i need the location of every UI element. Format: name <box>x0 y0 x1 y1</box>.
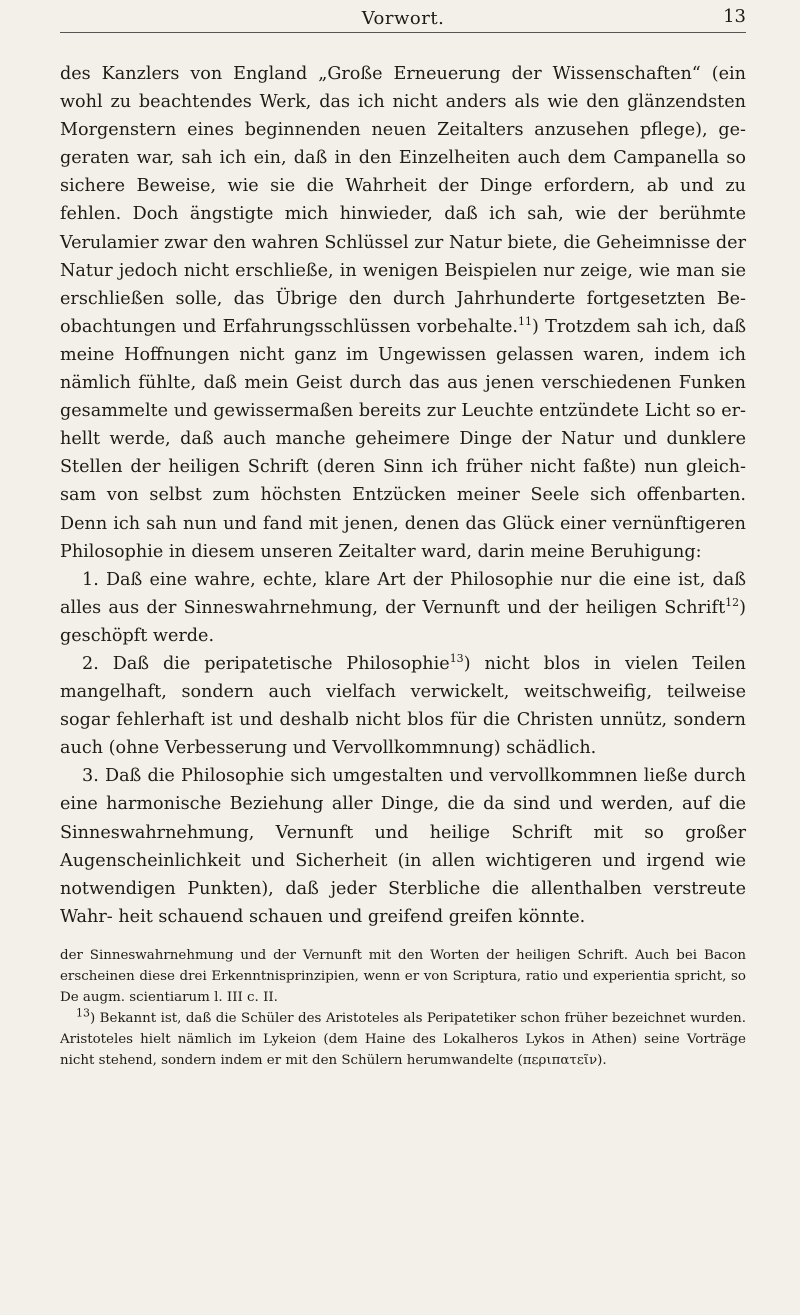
footnote-ref-11: 11 <box>517 314 532 328</box>
text-line: nämlich fühlte, daß mein Geist durch das aus jenen verschiedenen Funken <box>60 373 746 394</box>
footnote-13 <box>60 1008 746 1071</box>
footnotes <box>60 945 746 1071</box>
text-line: bezeichnet wurden. Aristoteles hielt nämlich im Lykeion (dem Haine des Lokalheros <box>60 1010 746 1047</box>
text-line: Stellen der heiligen Schrift (deren Sinn ich früher nicht faßte) nun gleich- <box>60 457 746 478</box>
footnote-label-13: 13 <box>76 1006 90 1020</box>
text-line: herumwandelte (περιπατεῖν). <box>406 1052 607 1068</box>
text-line: der Natur jedoch nicht erschließe, in wenigen Beispielen nur zeige, wie man <box>60 232 746 281</box>
text-line: auf die Sinneswahrnehmung, Vernunft und heilige Schrift mit so großer <box>60 794 747 843</box>
page-number: 13 <box>723 6 746 27</box>
running-head: Vorwort. <box>361 8 445 29</box>
text-line: durch eine harmonische Beziehung aller Dinge, die da sind und werden, <box>60 766 746 815</box>
footnote-continuation <box>60 945 746 1008</box>
text-line: Lykos in Athen) seine Vorträge nicht stehend, sondern indem er mit den Schülern <box>60 1031 746 1068</box>
text-line: mangelhaft, sondern auch vielfach verwickelt, weitschweifig, teilweise sogar <box>60 682 746 731</box>
text-line: sam von selbst zum höchsten Entzücken meiner Seele sich offenbarten. <box>60 485 746 506</box>
text-line: (ohne Verbesserung und Vervollkommnung) schädlich. <box>108 738 597 759</box>
text-line: wohl zu beachtendes Werk, das ich nicht anders als wie den glänzendsten <box>60 92 746 113</box>
text-line: Denn ich sah nun und fand mit jenen, denen das Glück einer vernünftigeren <box>60 513 746 534</box>
text-line: 3. Daß die Philosophie sich umgestalten und vervollkommnen ließe <box>82 766 688 787</box>
list-item-2 <box>60 650 746 762</box>
text-line: 1. Daß eine wahre, echte, klare Art der Philosophie nur die eine <box>82 569 671 590</box>
list-item-3 <box>60 762 746 931</box>
text-line: 2. Daß die peripatetische Philosophie <box>82 653 450 674</box>
text-line: Schrift <box>664 597 726 618</box>
text-line: des Kanzlers von England „Große Erneuerung der Wissenschaften“ (ein <box>60 64 746 84</box>
text-line: heit schauend schauen und greifend greifen könnte. <box>118 906 586 927</box>
text-line: fehlen. Doch ängstigte mich hinwieder, daß ich sah, wie der berühmte <box>60 204 746 225</box>
text-line: so sichere Beweise, wie sie die Wahrheit der Dinge erfordern, ab und zu <box>60 148 747 197</box>
text-line: fehlerhaft ist und deshalb nicht blos für die Christen unnütz, sondern auch <box>60 710 747 759</box>
text-line: ) Bekannt ist, daß die Schüler des Aristoteles als Peripatetiker schon früher <box>90 1010 608 1026</box>
text-line: hellt werde, daß auch manche geheimere Dinge der Natur und dunklere <box>60 429 746 450</box>
body-text <box>60 60 746 931</box>
text-line: sie erschließen solle, das Übrige den durch Jahrhunderte fortgesetzten Be- <box>60 260 746 309</box>
text-line: Morgenstern eines beginnenden neuen Zeitalters anzusehen pflege), ge- <box>60 120 746 141</box>
text-line: obachtungen und Erfahrungsschlüssen vorbehalte. <box>60 316 518 337</box>
paragraph-continuation <box>60 60 746 566</box>
text-line: meine Hoffnungen nicht ganz im Ungewissen gelassen waren, indem ich <box>60 344 746 365</box>
text-line: Augenscheinlichkeit und Sicherheit (in allen wichtigeren und irgend wie <box>60 850 746 871</box>
text-line: gesammelte und gewissermaßen bereits zur Leuchte entzündete Licht so er- <box>60 401 746 422</box>
text-line: ) geschöpft werde. <box>60 597 747 646</box>
page-header <box>60 0 746 60</box>
text-line: der Sinneswahrnehmung und der Vernunft mit den Worten der heiligen Schrift. <box>60 947 629 963</box>
list-item-1 <box>60 566 746 650</box>
text-line: Auch bei Bacon erscheinen diese drei Erkenntnisprinzipien, wenn er von Scriptura, <box>60 947 746 984</box>
text-line: geraten war, sah ich ein, daß in den Einzelheiten auch dem Campanella <box>60 148 720 169</box>
text-line: ) nicht blos in vielen Teilen <box>463 653 746 674</box>
footnote-ref-13: 13 <box>449 652 464 666</box>
header-rule <box>60 32 746 33</box>
footnote-ref-12: 12 <box>725 595 740 609</box>
text-line: ist, daß alles aus der Sinneswahrnehmung, der Vernunft und der heiligen <box>60 569 746 618</box>
text-line: Verulamier zwar den wahren Schlüssel zur Natur biete, die Geheimnisse <box>60 232 711 253</box>
text-line: Philosophie in diesem unseren Zeitalter ward, darin meine Beruhigung: <box>60 541 702 562</box>
text-line: ratio und experientia spricht, so De augm. scientiarum l. III c. II. <box>60 968 746 1005</box>
text-line: notwendigen Punkten), daß jeder Sterbliche die allenthalben verstreute Wahr- <box>60 878 746 927</box>
text-line: ) Trotzdem sah ich, daß <box>531 316 746 337</box>
